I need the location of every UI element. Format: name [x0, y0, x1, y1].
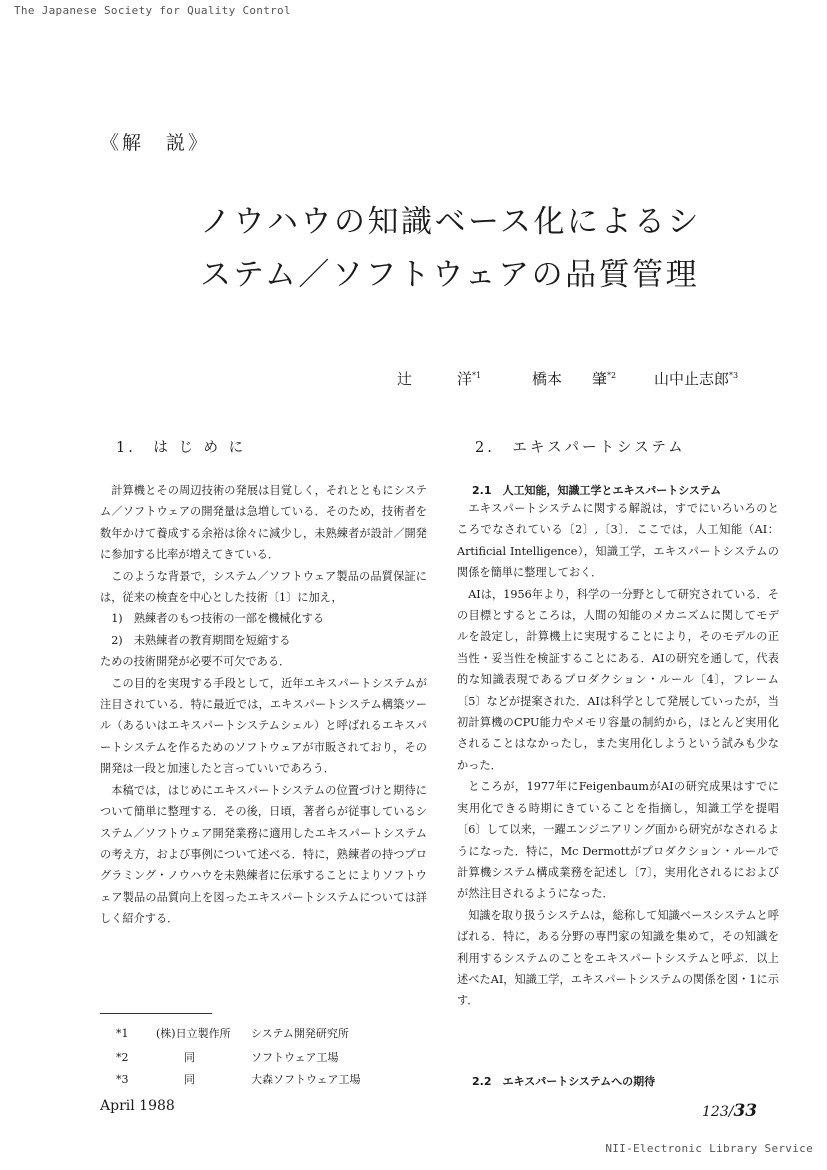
author-1 [397, 368, 481, 389]
footnote-mark: *2 [116, 1051, 129, 1064]
section-2-heading: 2. エキスパートシステム [475, 440, 686, 456]
footnote-company: (株)日立製作所 [156, 1027, 231, 1040]
subsection-2-2-heading: 2.2 エキスパートシステムへの期待 [472, 1075, 656, 1088]
footnote-divider [100, 1013, 212, 1014]
footnote-mark: *3 [116, 1073, 129, 1086]
author-mark: *3 [729, 371, 739, 380]
paragraph: ための技術開発が必要不可欠である． [100, 655, 291, 669]
author-mark: *2 [607, 371, 617, 380]
paragraph: 知識を取り扱うシステムは，総称して知識ベースシステムと呼ばれる．特に，ある分野の専門家の知識を集めて，その知識を利用するシステムのことをエキスパートシステムと呼ぶ．以上述べたAI，知識工学，エキスパートシステムの関係を図・1に示す． [457, 908, 779, 1008]
society-header: The Japanese Society for Quality Control [14, 4, 291, 17]
author-name: 山中止志郎 [654, 370, 730, 388]
library-footer: NII-Electronic Library Service [605, 1142, 813, 1155]
footnote-mark: *1 [116, 1027, 129, 1040]
paragraph: ところが，1977年にFeigenbaumがAIの研究成果はすでに実用化できる時期にきていることを指摘し，知識工学を提唱〔6〕して以来，一躍エンジニアリング面から研究がなされるようになった．特に，Mc Dermottがプロダクション・ルールで計算機システム構成業務を記述し〔7〕，実用化されるにおよびが然注目されるようになった． [457, 780, 779, 901]
footnote-2 [116, 1049, 339, 1065]
author-2 [532, 368, 616, 389]
author-mark: *1 [472, 371, 482, 380]
issue-date: April 1988 [100, 1098, 175, 1114]
paragraph: AIは，1956年より，科学の一分野として研究されている．その目標とするところは，人間の知能のメカニズムに関してモデルを設定し，計算機上に実現することにより，そのモデルの正当性・妥当性を検証することにある．AIの研究を通して，代表的な知識表現であるプロダクション・ルール〔4〕，フレーム〔5〕などが提案された．AIは科学として発展していったが，当初計算機のCPU能力やメモリ容量の制約から，ほとんど実用化されることはなかったし，また実用化しようという試みも少なかった． [457, 587, 779, 772]
left-column [100, 480, 427, 930]
footnote-3 [116, 1071, 361, 1087]
footnote-dept: システム開発研究所 [251, 1027, 349, 1040]
list-item: 2) 未熟練者の教育期間を短縮する [111, 633, 291, 647]
author-3 [654, 368, 738, 389]
paragraph: 計算機とその周辺技術の発展は目覚しく，それとともにシステム／ソフトウェアの開発量は急増している．そのため，技術者を数年かけて養成する余裕は徐々に減少し，未熟練者が設計／開発に参加する比率が増えてきている． [100, 484, 427, 562]
paragraph: エキスパートシステムに関する解説は，すでにいろいろのところでなされている〔2〕,〔3〕．ここでは，人工知能（AI：Artificial Intelligence），知識工学，エキスパートシステムの関係を簡単に整理しておく． [457, 502, 779, 580]
footnote-1 [116, 1025, 349, 1041]
footnote-dept: 大森ソフトウェア工場 [251, 1073, 361, 1086]
footnote-company: 同 [184, 1051, 195, 1064]
right-column [457, 498, 779, 1012]
article-title-line-2: ステム／ソフトウェアの品質管理 [200, 257, 700, 293]
page-number-big: 33 [733, 1101, 758, 1121]
author-name: 橋本 肇 [532, 370, 608, 388]
page-number [702, 1101, 757, 1121]
paragraph: この目的を実現する手段として，近年エキスパートシステムが注目されている．特に最近では，エキスパートシステム構築ツール（あるいはエキスパートシステムシェル）と呼ばれるエキスパートシステムを作るためのソフトウェアが市販されており，その開発は一段と加速したと言っていいであろう． [100, 676, 427, 776]
author-name: 辻 洋 [397, 370, 473, 388]
subsection-2-1-heading: 2.1 人工知能，知識工学とエキスパートシステム [472, 484, 722, 497]
paragraph: このような背景で，システム／ソフトウェア製品の品質保証には，従来の検査を中心とした技術〔1〕に加え， [100, 569, 427, 605]
list-item: 1) 熟練者のもつ技術の一部を機械化する [111, 612, 325, 626]
page-number-small: 123/ [702, 1104, 734, 1120]
article-category: 《解 説》 [100, 132, 211, 154]
article-title-line-1: ノウハウの知識ベース化によるシ [200, 204, 701, 240]
footnote-dept: ソフトウェア工場 [251, 1051, 339, 1064]
footnote-company: 同 [184, 1073, 195, 1086]
section-1-heading: 1. は じ め に [116, 440, 247, 456]
paragraph: 本稿では，はじめにエキスパートシステムの位置づけと期待について簡単に整理する．その後，日頃，著者らが従事しているシステム／ソフトウェア開発業務に適用したエキスパートシステムの考え方，および事例について述べる．特に，熟練者の持つプログラミング・ノウハウを未熟練者に伝承することによりソフトウェア製品の品質向上を図ったエキスパートシステムについては詳しく紹介する． [100, 783, 427, 926]
